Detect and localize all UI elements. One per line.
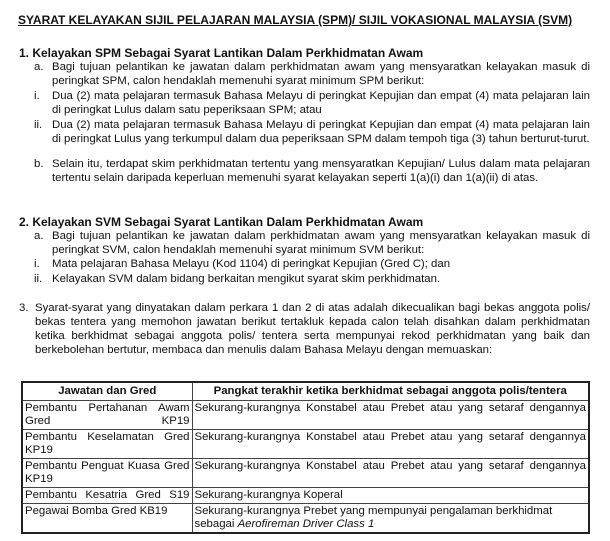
item-marker: a. (34, 61, 44, 73)
jawatan-gred-table (21, 381, 590, 534)
section-1-item-ii (34, 118, 590, 146)
table-row (22, 430, 589, 459)
item-marker: ii. (34, 273, 43, 285)
item-text: Bagi tujuan pelantikan ke jawatan dalam perkhidmatan awam yang mensyaratkan kelayakan masuk di peringkat SVM, calon hendaklah memenuhi syarat minimum SVM berikut: (52, 230, 590, 256)
paragraph-text: Syarat-syarat yang dinyatakan dalam perkara 1 dan 2 di atas adalah dikecualikan bagi bekas anggota polis/ bekas tentera yang memohon jawatan berikut tertakluk kepada calon telah disahkan dalam perkhidmatan ketika berkhidmat sebagai anggota polis/ tentera serta mempunyai rekod perkhidmatan yang baik dan berkebolehan bertutur, membaca dan menulis dalam Bahasa Melayu dengan memuaskan: (35, 302, 590, 356)
cell-pangkat: Sekurang-kurangnya Konstabel atau Prebet atau yang setaraf dengannya (192, 430, 589, 459)
section-2-heading: 2. Kelayakan SVM Sebagai Syarat Lantikan Dalam Perkhidmatan Awam (19, 215, 424, 229)
column-header-pangkat: Pangkat terakhir ketika berkhidmat sebagai anggota polis/tentera (192, 382, 589, 401)
item-marker: i. (34, 258, 40, 270)
item-marker: a. (34, 230, 44, 242)
section-1-heading: 1. Kelayakan SPM Sebagai Syarat Lantikan Dalam Perkhidmatan Awam (19, 46, 424, 60)
paragraph-marker: 3. (19, 302, 29, 314)
cell-pangkat: Sekurang-kurangnya Konstabel atau Prebet atau yang setaraf dengannya (192, 401, 589, 430)
section-2-item-a (34, 229, 590, 257)
table-row (22, 488, 589, 504)
cell-jawatan: Pembantu Penguat Kuasa Gred KP19 (22, 459, 192, 488)
table-row (22, 401, 589, 430)
section-2-item-ii (34, 272, 590, 286)
pangkat-text: Sekurang-kurangnya Prebet yang mempunyai pengalaman berkhidmat sebagai (194, 505, 553, 530)
section-1-item-a (34, 60, 590, 88)
item-text: Dua (2) mata pelajaran termasuk Bahasa Melayu di peringkat Kepujian dan empat (4) mata pelajaran lain di peringkat Lulus dalam satu peperiksaan SPM; atau (52, 90, 590, 116)
cell-jawatan: Pembantu Kesatria Gred S19 (22, 488, 192, 504)
item-text: Kelayakan SVM dalam bidang berkaitan mengikut syarat skim perkhidmatan. (52, 273, 441, 285)
cell-pangkat: Sekurang-kurangnya Konstabel atau Prebet atau yang setaraf dengannya (192, 459, 589, 488)
item-marker: ii. (34, 119, 43, 131)
cell-jawatan: Pembantu Pertahanan Awam Gred KP19 (22, 401, 192, 430)
cell-jawatan: Pegawai Bomba Gred KB19 (22, 504, 192, 534)
item-text: Bagi tujuan pelantikan ke jawatan dalam perkhidmatan awam yang mensyaratkan kelayakan masuk di peringkat SPM, calon hendaklah memenuhi syarat minimum SPM berikut: (52, 61, 590, 87)
section-1-item-i (34, 89, 590, 117)
cell-jawatan: Pembantu Keselamatan Gred KP19 (22, 430, 192, 459)
item-marker: b. (34, 158, 44, 170)
document-title: SYARAT KELAYAKAN SIJIL PELAJARAN MALAYSIA (SPM)/ SIJIL VOKASIONAL MALAYSIA (SVM) (18, 13, 573, 27)
section-2-item-i (34, 257, 590, 271)
section-1-item-b (34, 157, 590, 185)
table-row (22, 459, 589, 488)
item-text: Selain itu, terdapat skim perkhidmatan tertentu yang mensyaratkan Kepujian/ Lulus dalam mata pelajaran tertentu selain daripada keperluan memenuhi syarat kelayakan seperti 1(a)(i) dan 1(a)(ii) di atas. (52, 158, 590, 184)
item-marker: i. (34, 90, 40, 102)
cell-pangkat: Sekurang-kurangnya Koperal (192, 488, 589, 504)
table-row (22, 504, 589, 534)
pangkat-italic-text: Aerofireman Driver Class 1 (237, 518, 375, 530)
table-header-row (22, 382, 589, 401)
column-header-jawatan: Jawatan dan Gred (22, 382, 192, 401)
item-text: Mata pelajaran Bahasa Melayu (Kod 1104) di peringkat Kepujian (Gred C); dan (52, 258, 451, 270)
section-3-paragraph (19, 301, 590, 357)
item-text: Dua (2) mata pelajaran termasuk Bahasa Melayu di peringkat Kepujian dan empat (4) mata pelajaran lain di peringkat Lulus yang terkumpul dalam dua peperiksaan SPM dalam tempoh tiga (3) tahun berturut-turut. (52, 119, 590, 145)
cell-pangkat (192, 504, 589, 534)
